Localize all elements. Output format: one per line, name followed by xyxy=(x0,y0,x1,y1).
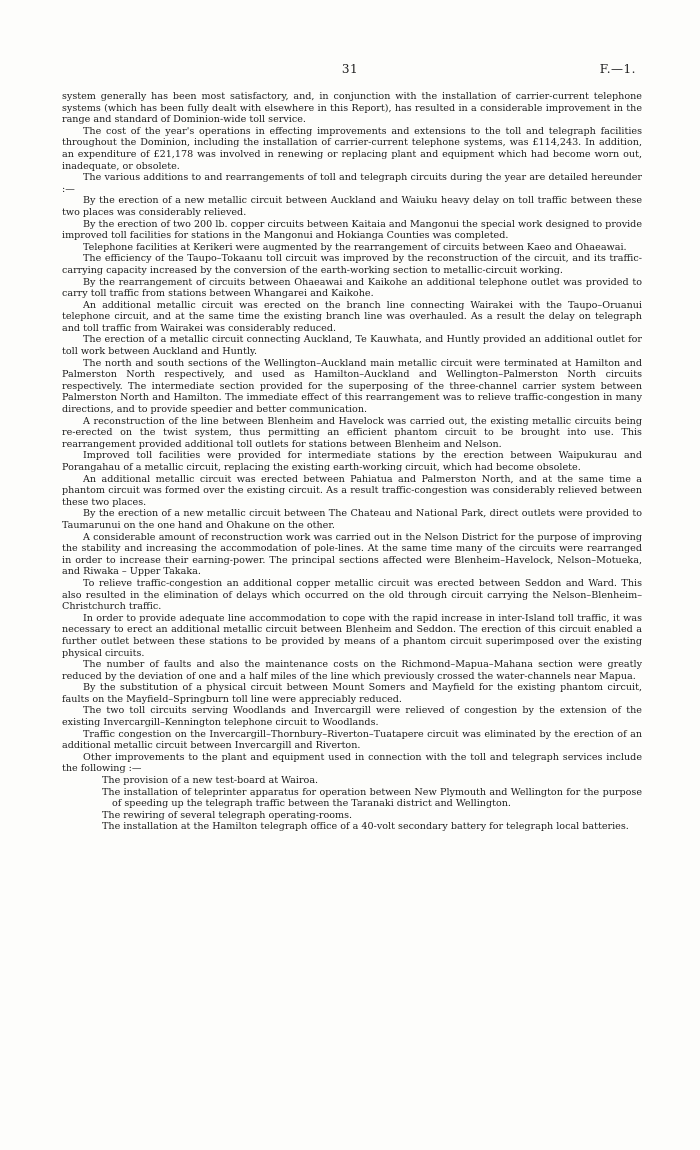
paragraph: The erection of a metallic circuit connecting Auckland, Te Kauwhata, and Huntly provided an additional outlet for toll work between Auckland and Huntly. xyxy=(62,334,642,358)
page-number: 31 xyxy=(341,62,359,76)
paragraph: The various additions to and rearrangements of toll and telegraph circuits during the year are detailed hereunder :— xyxy=(62,172,642,195)
paragraph: An additional metallic circuit was erected on the branch line connecting Wairakei with the Taupo–Oruanui telephone circuit, and at the same time the existing branch line was overhauled. As a result the delay on telegraph and toll traffic from Wairakei was considerably reduced. xyxy=(62,299,642,334)
report-code: F.—1. xyxy=(599,62,636,76)
list-item: The rewiring of several telegraph operating-rooms. xyxy=(102,809,353,821)
paragraph: Telephone facilities at Kerikeri were augmented by the rearrangement of circuits between Kaeo and Ohaeawai. xyxy=(83,241,627,253)
paragraph: The number of faults and also the maintenance costs on the Richmond–Mapua–Mahana section were greatly reduced by the deviation of one and a half miles of the line which previously crossed the water-channels near Mapua. xyxy=(62,659,642,682)
paragraph: Other improvements to the plant and equipment used in connection with the toll and telegraph services include the following :— xyxy=(62,751,642,775)
improvements-list xyxy=(62,775,642,833)
paragraph: By the erection of a new metallic circuit between The Chateau and National Park, direct outlets were provided to Taumarunui on the one hand and Ohakune on the other. xyxy=(62,508,642,531)
paragraph: Improved toll facilities were provided for intermediate stations by the erection between Waipukurau and Porangahau of a metallic circuit, replacing the existing earth-working circuit, which had become obsolete. xyxy=(62,450,642,473)
body-text xyxy=(62,91,642,833)
paragraph: system generally has been most satisfactory, and, in conjunction with the installation of carrier-current telephone systems (which has been fully dealt with elsewhere in this Report), has resulted in a considerable improvement in the range and standard of Dominion-wide toll service. xyxy=(62,91,642,126)
paragraph: In order to provide adequate line accommodation to cope with the rapid increase in inter-Island toll traffic, it was necessary to erect an additional metallic circuit between Blenheim and Seddon. The erection of this circuit enabled a further outlet between these stations to be provided by means of a phantom circuit superimposed over the existing physical circuits. xyxy=(62,612,642,659)
paragraph: To relieve traffic-congestion an additional copper metallic circuit was erected between Seddon and Ward. This also resulted in the elimination of delays which occurred on the old through circuit carrying the Nelson–Blenheim–Christchurch traffic. xyxy=(62,577,642,613)
paragraph: By the rearrangement of circuits between Ohaeawai and Kaikohe an additional telephone outlet was provided to carry toll traffic from stations between Whangarei and Kaikohe. xyxy=(62,276,642,300)
paragraph: The north and south sections of the Wellington–Auckland main metallic circuit were terminated at Hamilton and Palmerston North respectively, and used as Hamilton–Auckland and Wellington–Palmerston North circuits respectively. The intermediate section provided for the superposing of the three-channel carrier system between Palmerston North and Hamilton. The immediate effect of this rearrangement was to relieve traffic-congestion in many directions, and to provide speedier and better communication. xyxy=(62,357,642,416)
list-item: The provision of a new test-board at Wairoa. xyxy=(102,775,319,787)
paragraph: The cost of the year's operations in effecting improvements and extensions to the toll and telegraph facilities throughout the Dominion, including the installation of carrier-current telephone systems, was £114,243. In addition, an expenditure of £21,178 was involved in renewing or replacing plant and equipment which had become worn out, inadequate, or obsolete. xyxy=(62,125,642,172)
paragraph: By the erection of two 200 lb. copper circuits between Kaitaia and Mangonui the special work designed to provide improved toll facilities for stations in the Mangonui and Hokianga Counties was completed. xyxy=(62,218,642,242)
paragraph: A reconstruction of the line between Blenheim and Havelock was carried out, the existing metallic circuits being re-erected on the twist system, thus permitting an efficient phantom circuit to be brought into use. This rearrangement provided additional toll outlets for stations between Blenheim and Nelson. xyxy=(62,415,642,450)
paragraph: A considerable amount of reconstruction work was carried out in the Nelson District for the purpose of improving the stability and increasing the accommodation of pole-lines. At the same time many of the circuits were rearranged in order to increase their earning-power. The principal sections affected were Blenheim–Havelock, Nelson–Motueka, and Riwaka – Upper Takaka. xyxy=(62,531,642,578)
paragraph: The two toll circuits serving Woodlands and Invercargill were relieved of congestion by the extension of the existing Invercargill–Kennington telephone circuit to Woodlands. xyxy=(62,705,642,729)
paragraph: By the substitution of a physical circuit between Mount Somers and Mayfield for the existing phantom circuit, faults on the Mayfield–Springburn toll line were appreciably reduced. xyxy=(62,682,642,705)
paragraph: An additional metallic circuit was erected between Pahiatua and Palmerston North, and at the same time a phantom circuit was formed over the existing circuit. As a result traffic-congestion was considerably relieved between these two places. xyxy=(62,473,642,508)
paragraph: The efficiency of the Taupo–Tokaanu toll circuit was improved by the reconstruction of the circuit, and its traffic-carrying capacity increased by the conversion of the earth-working section to metallic-circuit working. xyxy=(62,253,642,276)
paragraph: Traffic congestion on the Invercargill–Thornbury–Riverton–Tuatapere circuit was eliminated by the erection of an additional metallic circuit between Invercargill and Riverton. xyxy=(62,728,642,752)
paragraph: By the erection of a new metallic circuit between Auckland and Waiuku heavy delay on toll traffic between these two places was considerably relieved. xyxy=(62,195,642,218)
list-item: The installation at the Hamilton telegraph office of a 40-volt secondary battery for telegraph local batteries. xyxy=(102,821,629,833)
list-item: The installation of teleprinter apparatus for operation between New Plymouth and Wellington for the purpose of speeding up the telegraph traffic between the Taranaki district and Wellington. xyxy=(102,786,642,810)
